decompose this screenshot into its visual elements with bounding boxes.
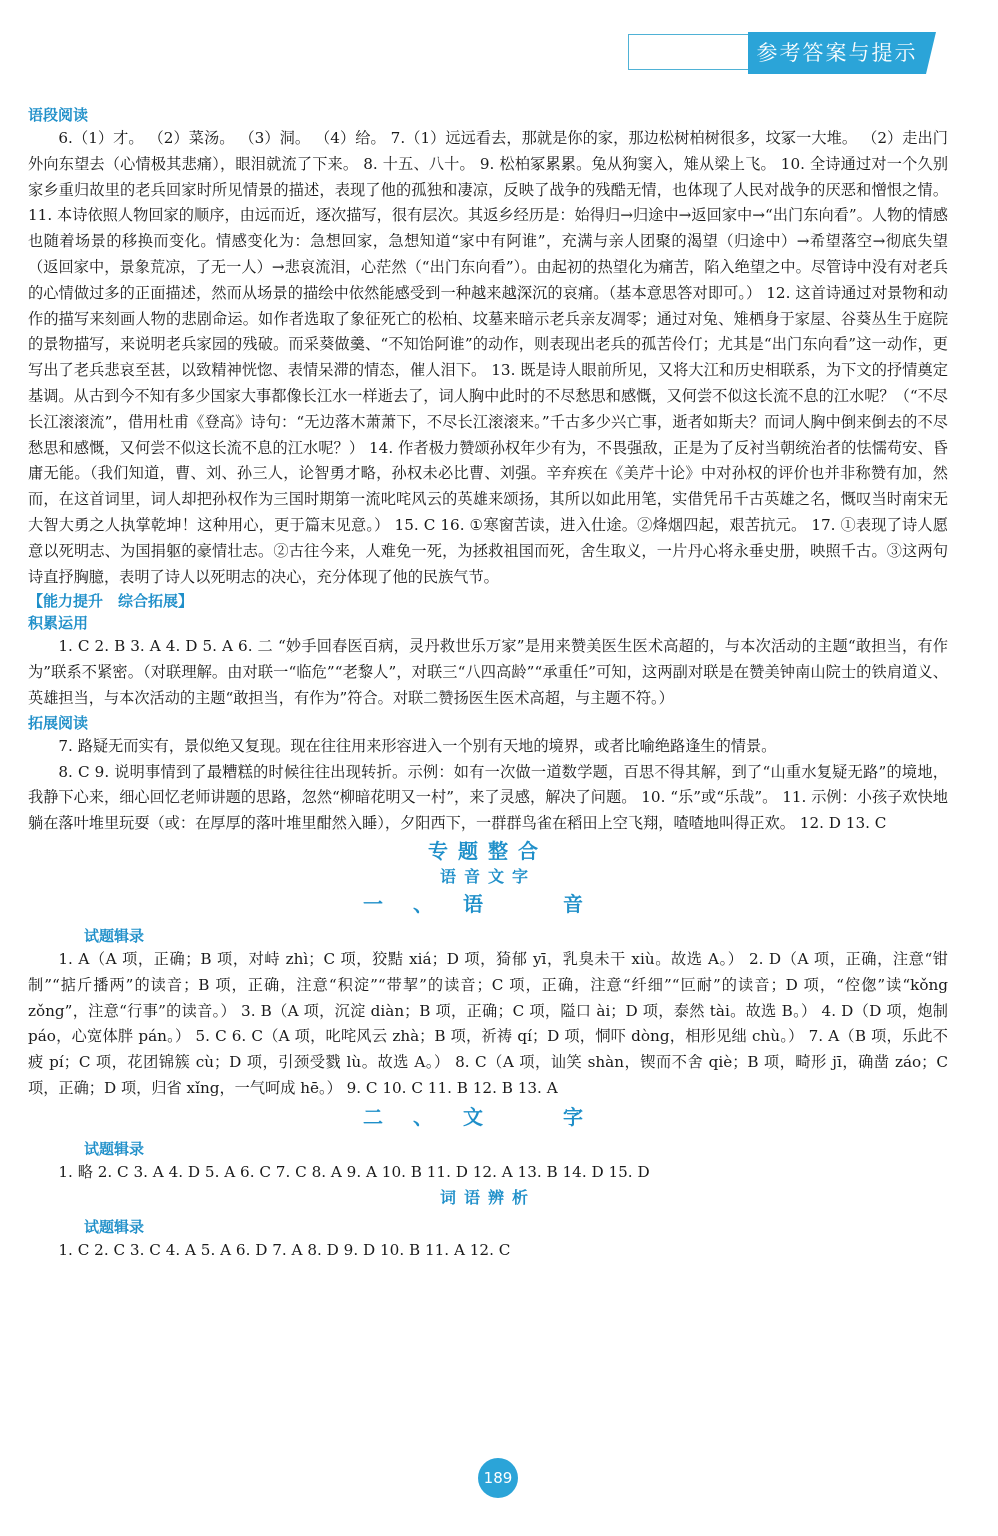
exam-tag-word-analysis: 试题辑录	[84, 1217, 145, 1236]
topic-subtitle: 语音文字	[439, 866, 536, 886]
header-decor-box	[628, 34, 748, 70]
word-analysis-answers: 1. C 2. C 3. C 4. A 5. A 6. D 7. A 8. D 9. D 10. B 11. A 12. C	[58, 1240, 511, 1259]
extended-reading-answer-7: 7. 路疑无而实有，景似绝又复现。现在往往用来形容进入一个别有天地的境界，或者比喻绝路逢生的情景。	[58, 736, 777, 755]
phonetics-answers: 1. A（A 项，正确；B 项，对峙 zhì；C 项，狡黠 xiá；D 项，猗郁 yī，乳臭未干 xiù。故选 A。） 2. D（A 项，正确，注意“钳制”“掂斤播两”的读音；B 项，正确，注意“积淀”“带挈”的读音；C 项，正确，注意“纤细”“叵耐”的读音；D 项，“倥偬”读“kǒng zǒng”，注意“行事”的读音。） 3. B（A 项，沉淀 diàn；B 项，正确；C 项，隘口 ài；D 项，泰然 tài。故选 B。） 4. D（D 项，炮制 páo，心宽体胖 pán。） 5. C 6. C（A 项，叱咤风云 zhà；B 项，祈祷 qí；D 项，恫吓 dòng，相形见绌 chù。） 7. A（B 项，乐此不疲 pí；C 项，花团锦簇 cù；D 项，引颈受戮 lù。故选 A。） 8. C（A 项，讪笑 shàn，锲而不舍 qiè；B 项，畸形 jī，确凿 záo；C 项，正确；D 项，归省 xǐng，一气呵成 hē。） 9. C 10. C 11. B 12. B 13. A	[28, 949, 948, 1097]
part-title-phonetics: 一、语 音	[363, 891, 613, 916]
section-title-ability: 【能力提升 综合拓展】	[28, 592, 194, 611]
accumulation-answers: 1. C 2. B 3. A 4. D 5. A 6. 二 “妙手回春医百病，灵丹救世乐万家”是用来赞美医生医术高超的，与本次活动的主题“敢担当，有作为”联系不紧密。（对联理解。由对联一“临危”“老黎人”，对联三“八四高龄”“承重任”可知，这两副对联是在赞美钟南山院士的铁肩道义、英雄担当，与本次活动的主题“敢担当，有作为”符合。对联二赞扬医生医术高超，与主题不符。）	[28, 637, 948, 707]
characters-block	[28, 1138, 948, 1160]
part-title-word-analysis: 词语辨析	[439, 1187, 536, 1207]
page-content	[28, 104, 948, 1263]
header-banner-tail	[926, 32, 936, 74]
part-title-characters: 二、文 字	[363, 1104, 613, 1129]
header-title: 参考答案与提示	[748, 32, 926, 74]
section-title-passage-reading: 语段阅读	[28, 106, 89, 124]
phonetics-block	[28, 925, 948, 947]
section-title-accumulation: 积累运用	[28, 614, 89, 633]
passage-reading-answers: 6.（1）才。 （2）菜汤。 （3）洞。 （4）给。 7.（1）远远看去，那就是你的家，那边松树柏树很多，坟冢一大堆。 （2）走出门外向东望去（心情极其悲痛），眼泪就流了下来。 8. 十五、八十。 9. 松柏冢累累。兔从狗窦入，雉从梁上飞。 10. 全诗通过对一个久别家乡重归故里的老兵回家时所见情景的描述，表现了他的孤独和凄凉，反映了战争的残酷无情，也体现了人民对战争的厌恶和憎恨之情。 11. 本诗依照人物回家的顺序，由远而近，逐次描写，很有层次。其返乡经历是：始得归→归途中→返回家中→“出门东向看”。人物的情感也随着场景的移换而变化。情感变化为：急想回家，急想知道“家中有阿谁”，充满与亲人团聚的渴望（归途中）→希望落空→彻底失望（返回家中，景象荒凉，了无一人）→悲哀流泪，心茫然（“出门东向看”）。由起初的热望化为痛苦，陷入绝望之中。尽管诗中没有对老兵的心情做过多的正面描述，然而从场景的描绘中依然能感受到一种越来越深沉的哀痛。（基本意思答对即可。） 12. 这首诗通过对景物和动作的描写来刻画人物的悲剧命运。如作者选取了象征死亡的松柏、坟墓来暗示老兵亲友凋零；通过对兔、雉栖身于家屋、谷葵丛生于庭院的景物描写，来说明老兵家园的残破。而采葵做羹、“不知饴阿谁”的动作，则表现出老兵的孤苦伶仃；尤其是“出门东向看”这一动作，更写出了老兵悲哀至甚，以致精神恍惚、表情呆滞的情态，催人泪下。 13. 既是诗人眼前所见，又将大江和历史相联系，为下文的抒情奠定基调。从古到今不知有多少国家大事都像长江水一样逝去了，词人胸中此时的不尽愁思和感慨，又何尝不似这长流不息的江水呢？（“不尽长江滚滚流”，借用杜甫《登高》诗句：“无边落木萧萧下，不尽长江滚滚来。”千古多少兴亡事，逝者如斯夫？而词人胸中倒来倒去的不尽愁思和感慨，又何尝不似这长流不息的江水呢？） 14. 作者极力赞颂孙权年少有为，不畏强敌，正是为了反衬当朝统治者的怯懦苟安、昏庸无能。（我们知道，曹、刘、孙三人，论智勇才略，孙权未必比曹、刘强。辛弃疾在《美芹十论》中对孙权的评价也并非称赞有加，然而，在这首词里，词人却把孙权作为三国时期第一流叱咤风云的英雄来颂扬，其所以如此用笔，实借凭吊千古英雄之名，慨叹当时南宋无大智大勇之人执掌乾坤！这种用心，更于篇末见意。） 15. C 16. ①寒窗苦读，进入仕途。②烽烟四起，艰苦抗元。 17. ①表现了诗人愿意以死明志、为国捐躯的豪情壮志。②古往今来，人难免一死，为拯救祖国而死，舍生取义，一片丹心将永垂史册，映照千古。③这两句诗直抒胸臆，表明了诗人以死明志的决心，充分体现了他的民族气节。	[28, 129, 948, 586]
topic-title: 专题整合	[428, 838, 548, 863]
exam-tag-characters: 试题辑录	[84, 1139, 145, 1158]
page-number-badge: 189	[478, 1458, 518, 1498]
exam-tag-phonetics: 试题辑录	[84, 926, 145, 945]
word-analysis-block	[28, 1216, 948, 1238]
characters-answers: 1. 略 2. C 3. A 4. D 5. A 6. C 7. C 8. A 9. A 10. B 11. D 12. A 13. B 14. D 15. D	[58, 1162, 650, 1181]
section-title-extended-reading: 拓展阅读	[28, 713, 89, 732]
extended-reading-answers: 8. C 9. 说明事情到了最糟糕的时候往往出现转折。示例：如有一次做一道数学题，百思不得其解，到了“山重水复疑无路”的境地，我静下心来，细心回忆老师讲题的思路，忽然“柳暗花明又一村”，来了灵感，解决了问题。 10. “乐”或“乐哉”。 11. 示例：小孩子欢快地躺在落叶堆里玩耍（或：在厚厚的落叶堆里酣然入睡），夕阳西下，一群群鸟雀在稻田上空飞翔，喳喳地叫得正欢。 12. D 13. C	[28, 762, 948, 833]
